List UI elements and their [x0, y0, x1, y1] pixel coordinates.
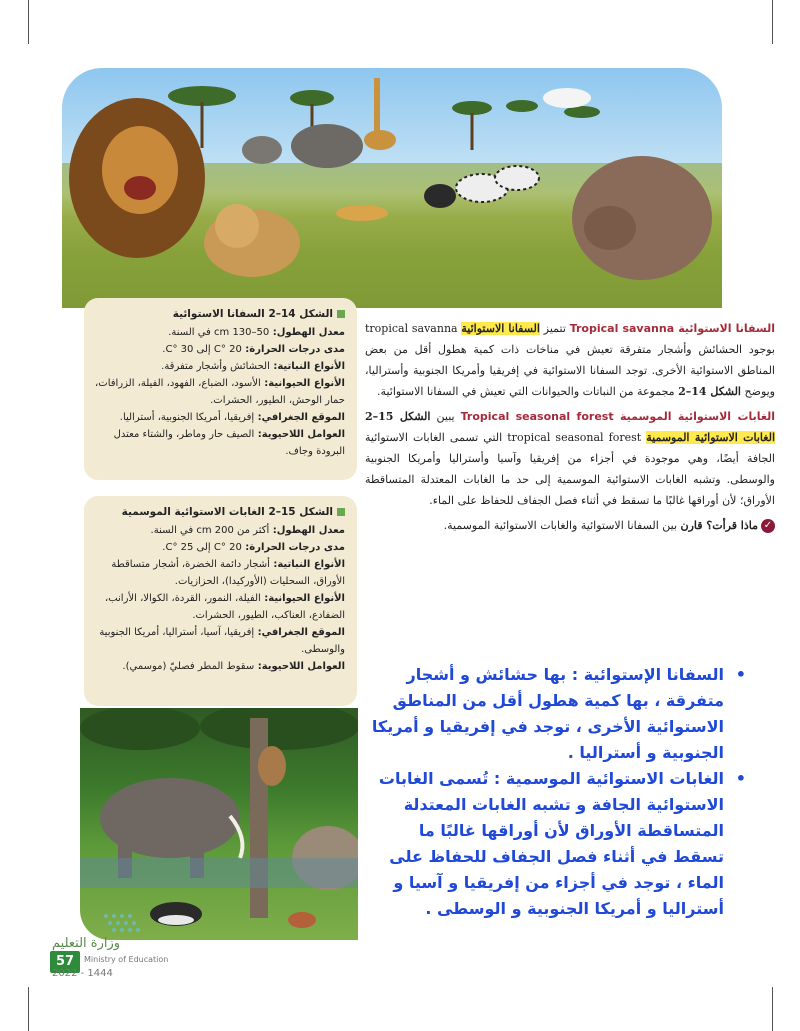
box-line: العوامل اللاحيوية: سقوط المطر فصليّ (موسمي). — [122, 661, 345, 672]
crop-mark — [772, 987, 773, 1031]
note-item: • السفانا الإستوائية : بها حشائش و أشجار متفرقة ، بها كمية هطول أقل من المناطق الاستوائية الأخرى ، توجد في إفريقيا و أمريكا الجنوبية و أستراليا . — [368, 662, 746, 766]
note-item: • الغابات الاستوائية الموسمية : تُسمى الغابات الاستوائية الجافة و تشبه الغابات المعتدلة المتساقطة الأوراق لأن أوراقها غالبًا ما تسقط في أثناء فصل الجفاف للحفاظ على الماء ، توجد في أجزاء من إفريقيا و آسيا و أستراليا و أمريكا الجنوبية و الوسطى . — [368, 766, 746, 922]
box-line: مدى درجات الحرارة: 20 °C إلى 25 °C. — [162, 542, 345, 553]
seasonal-forest-illustration — [80, 708, 358, 940]
box-line: مدى درجات الحرارة: 20 °C إلى 30 °C. — [162, 344, 345, 355]
box-title: الشكل 14–2 السفانا الاستوائية — [94, 306, 345, 323]
box-line: معدل الهطول: أكثر من 200 cm في السنة. — [150, 525, 345, 536]
reading-check-question: ✓ماذا قرأت؟ قارن بين السفانا الاستوائية والغابات الاستوائية الموسمية. — [365, 515, 775, 536]
box-line: الأنواع النباتية: الحشائش وأشجار متفرقة. — [161, 361, 345, 372]
highlight-term: الغابات الاستوائية الموسمية — [646, 431, 776, 444]
checkmark-icon: ✓ — [761, 519, 775, 533]
box-line: الموقع الجغرافي: إفريقيا، آسيا، أستراليا، أمريكا الجنوبية والوسطى. — [99, 627, 345, 655]
main-text-column — [365, 318, 775, 536]
blue-notes — [368, 662, 746, 922]
highlight-term: السفانا الاستوائية — [461, 322, 540, 335]
crop-mark — [28, 987, 29, 1031]
figure-info-box-savanna — [84, 298, 357, 480]
ministry-name-arabic: وزارة التعليم — [52, 936, 121, 951]
paragraph-seasonal-forest: الغابات الاستوائية الموسمية Tropical seasonal forest يبين الشكل 15–2 الغابات الاستوائية الموسمية tropical seasonal forest التي تسمى الغابات الاستوائية الجافة أيضًا، وهي موجودة في أجزاء من إفريقيا وآسيا وأستراليا وأمريكا الجنوبية والوسطى. وتشبه الغابات الاستوائية الموسمية إلى حد ما الغابات المعتدلة المتساقطة الأوراق؛ لأن أوراقها غالبًا ما تسقط في أثناء فصل الجفاف للحفاظ على الماء. — [365, 410, 776, 507]
crop-mark — [772, 0, 773, 44]
ministry-logo-icon — [100, 910, 148, 938]
figure-info-box-seasonal-forest — [84, 496, 357, 706]
box-line: الأنواع الحيوانية: الأسود، الضباع، الفهود، الفيلة، الزرافات، حمار الوحش، الطيور، الحشرات. — [95, 378, 345, 406]
box-line: الأنواع النباتية: أشجار دائمة الخضرة، أشجار متساقطة الأوراق، السحليات (الأوركيدا)، الحزازيات. — [111, 559, 345, 587]
box-line: معدل الهطول: 50–130 cm في السنة. — [168, 327, 345, 338]
box-line: الموقع الجغرافي: إفريقيا، أمريكا الجنوبية، أستراليا. — [119, 412, 345, 423]
savanna-illustration — [62, 68, 722, 308]
box-line: العوامل اللاحيوية: الصيف حار وماطر، والشتاء معتدل البرودة وجاف. — [113, 429, 345, 457]
edition-year: 2022 - 1444 — [52, 968, 113, 979]
paragraph-savanna: السفانا الاستوائية Tropical savanna تتميز السفانا الاستوائية tropical savanna بوجود الحشائش وأشجار متفرقة تعيش في مناخات ذات كمية هطول أقل من بعض المناطق الاستوائية الأخرى. توجد السفانا الاستوائية في إفريقيا وأمريكا الجنوبية وأستراليا، ويوضح الشكل 14–2 مجموعة من النباتات والحيوانات التي تعيش في السفانا الاستوائية. — [365, 322, 776, 398]
box-line: الأنواع الحيوانية: الفيلة، النمور، القردة، الكوالا، الأرانب، الضفادع، العناكب، الطيور، الحشرات. — [104, 593, 345, 621]
page-number: 57 — [50, 951, 80, 973]
box-title: الشكل 15–2 الغابات الاستوائية الموسمية — [94, 504, 345, 521]
ministry-name-english: Ministry of Education — [84, 955, 169, 964]
crop-mark — [28, 0, 29, 44]
